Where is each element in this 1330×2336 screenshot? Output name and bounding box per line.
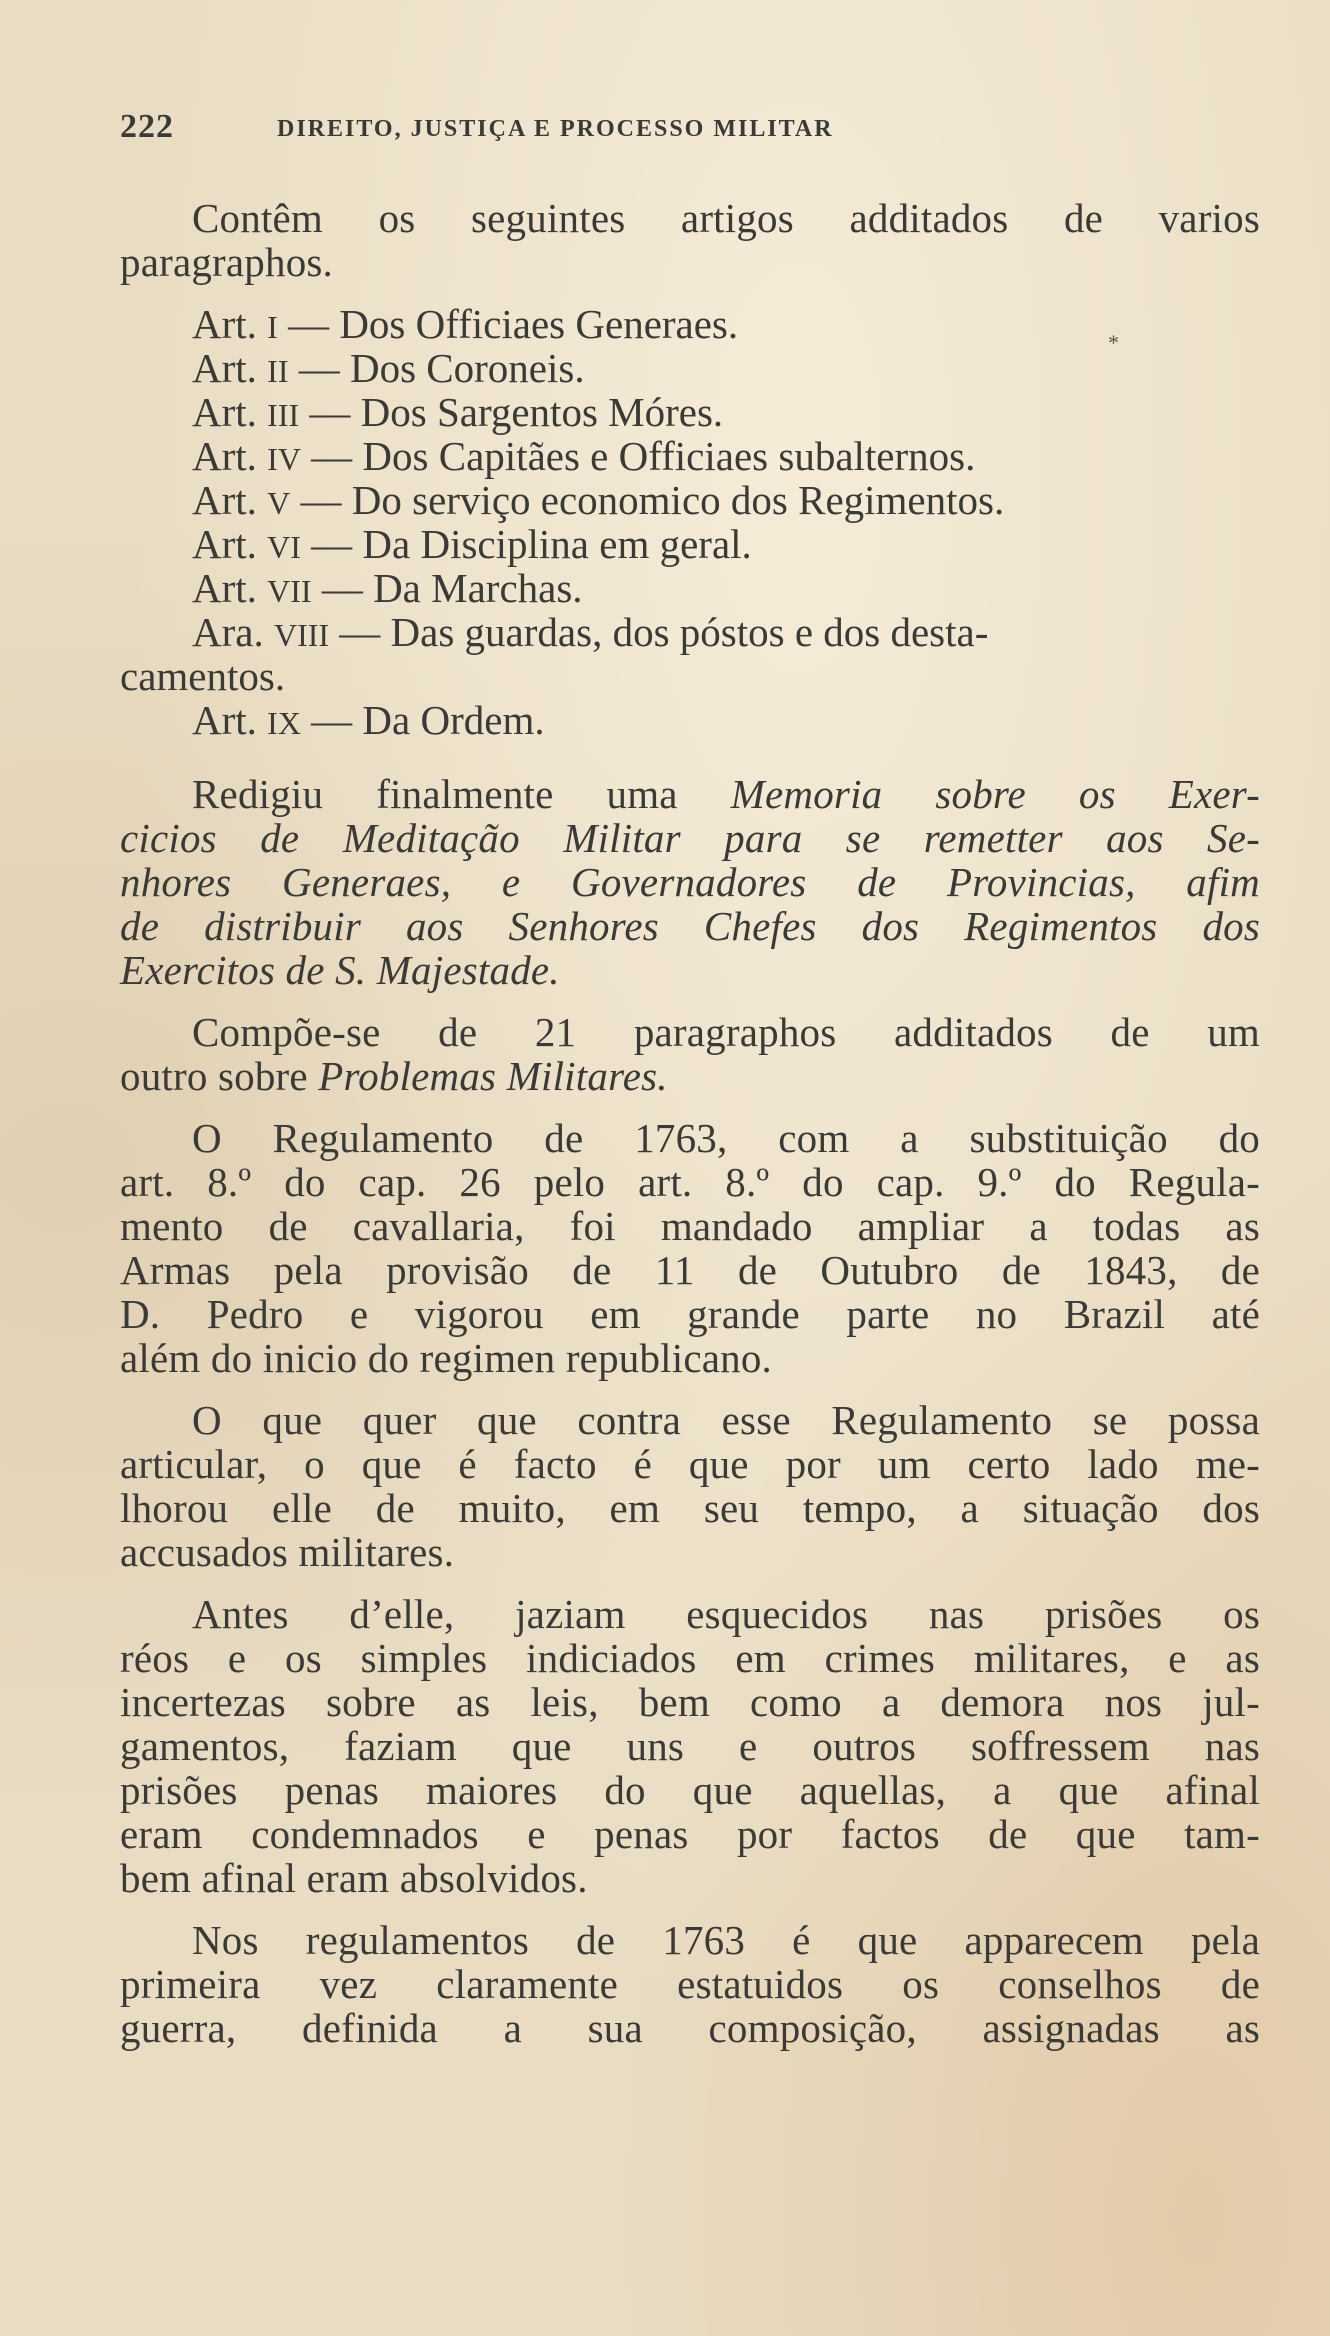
text-line: accusados militares. [120, 1529, 455, 1575]
article-item [120, 610, 1260, 654]
italic-line: Exercitos de S. Majestade. [120, 947, 560, 993]
article-title: — Da Disciplina em geral. [311, 521, 752, 567]
text-line: primeira vez claramente estatuidos os conselhos de [120, 1961, 1260, 2007]
text-line [120, 1054, 1260, 1098]
article-prefix: Art. [192, 345, 257, 391]
article-prefix: Ara. [192, 609, 264, 655]
article-item [120, 566, 1260, 610]
italic-title: Problemas Militares. [318, 1053, 668, 1099]
article-title: — Dos Sargentos Móres. [309, 389, 724, 435]
article-title: — Das guardas, dos póstos e dos desta- [339, 609, 989, 655]
paragraph-antes [120, 1592, 1260, 1900]
text-line: além do inicio do regimen republicano. [120, 1335, 773, 1381]
article-item [120, 346, 1260, 390]
text-line: articular, o que é facto é que por um certo lado me- [120, 1441, 1260, 1487]
text-run: outro sobre [120, 1053, 319, 1099]
text-line: mento de cavallaria, foi mandado ampliar a todas as [120, 1203, 1260, 1249]
article-prefix: Art. [192, 697, 257, 743]
paragraph-articular [120, 1398, 1260, 1574]
text-line: guerra, definida a sua composição, assignadas as [120, 2005, 1260, 2051]
text-line: D. Pedro e vigorou em grande parte no Brazil até [120, 1291, 1260, 1337]
text-line: prisões penas maiores do que aquellas, a que afinal [120, 1767, 1260, 1813]
article-numeral: IV [267, 441, 301, 477]
article-prefix: Art. [192, 565, 257, 611]
printer-mark: * [1108, 330, 1119, 355]
article-numeral: V [267, 485, 291, 521]
text-line: gamentos, faziam que uns e outros soffressem nas [120, 1723, 1260, 1769]
article-item [120, 302, 1260, 346]
article-item [120, 522, 1260, 566]
compoe-paragraph [120, 1010, 1260, 1098]
article-title: — Da Ordem. [311, 697, 545, 743]
article-title: camentos. [120, 653, 286, 699]
text-line: Armas pela provisão de 11 de Outubro de 1843, de [120, 1247, 1260, 1293]
text-line: lhorou elle de muito, em seu tempo, a situação dos [120, 1485, 1260, 1531]
italic-title: Memoria sobre os Exer- [730, 771, 1260, 817]
article-numeral: VI [267, 529, 301, 565]
text-line: O que quer que contra esse Regulamento se possa [192, 1397, 1260, 1443]
article-numeral: I [267, 309, 278, 345]
page-number: 222 [120, 108, 174, 145]
italic-line: cicios de Meditação Militar para se remetter aos Se- [120, 815, 1260, 861]
article-item [120, 434, 1260, 478]
article-prefix: Art. [192, 301, 257, 347]
text-line: Compõe-se de 21 paragraphos additados de um [192, 1009, 1260, 1055]
text-line: Contêm os seguintes artigos additados de varios [192, 195, 1260, 241]
text-line: réos e os simples indiciados em crimes militares, e as [120, 1635, 1260, 1681]
article-item-continuation [120, 654, 1260, 698]
article-prefix: Art. [192, 477, 257, 523]
article-title: — Do serviço economico dos Regimentos. [300, 477, 1005, 523]
article-list [120, 302, 1260, 742]
article-title: — Dos Officiaes Generaes. [288, 301, 739, 347]
paragraph-regulamento [120, 1116, 1260, 1380]
article-numeral: VII [267, 573, 312, 609]
text-run: Redigiu finalmente uma [192, 771, 731, 817]
text-line: art. 8.º do cap. 26 pelo art. 8.º do cap. 9.º do Regula- [120, 1159, 1260, 1205]
article-numeral: III [267, 397, 300, 433]
article-prefix: Art. [192, 389, 257, 435]
text-line: Antes d’elle, jaziam esquecidos nas prisões os [192, 1591, 1260, 1637]
italic-line: nhores Generaes, e Governadores de Provincias, afim [120, 859, 1260, 905]
paragraph-nos-regulamentos [120, 1918, 1260, 2050]
article-prefix: Art. [192, 521, 257, 567]
memoria-paragraph [120, 772, 1260, 992]
text-line: paragraphos. [120, 239, 334, 285]
text-line: bem afinal eram absolvidos. [120, 1855, 588, 1901]
intro-paragraph [120, 196, 1260, 284]
article-numeral: VIII [273, 617, 330, 653]
article-prefix: Art. [192, 433, 257, 479]
article-item [120, 698, 1260, 742]
article-title: — Da Marchas. [321, 565, 583, 611]
article-numeral: II [267, 353, 289, 389]
page-header [120, 108, 1120, 148]
italic-line: de distribuir aos Senhores Chefes dos Regimentos dos [120, 903, 1260, 949]
article-item [120, 478, 1260, 522]
article-numeral: IX [267, 705, 301, 741]
text-line: eram condemnados e penas por factos de que tam- [120, 1811, 1260, 1857]
article-title: — Dos Capitães e Officiaes subalternos. [311, 433, 976, 479]
article-item [120, 390, 1260, 434]
page-body [120, 196, 1260, 2050]
text-line: Nos regulamentos de 1763 é que apparecem pela [192, 1917, 1260, 1963]
text-line: O Regulamento de 1763, com a substituição do [192, 1115, 1260, 1161]
text-line [120, 772, 1260, 816]
text-line: incertezas sobre as leis, bem como a demora nos jul- [120, 1679, 1260, 1725]
article-title: — Dos Coroneis. [298, 345, 585, 391]
running-title: DIREITO, JUSTIÇA E PROCESSO MILITAR [277, 116, 834, 142]
